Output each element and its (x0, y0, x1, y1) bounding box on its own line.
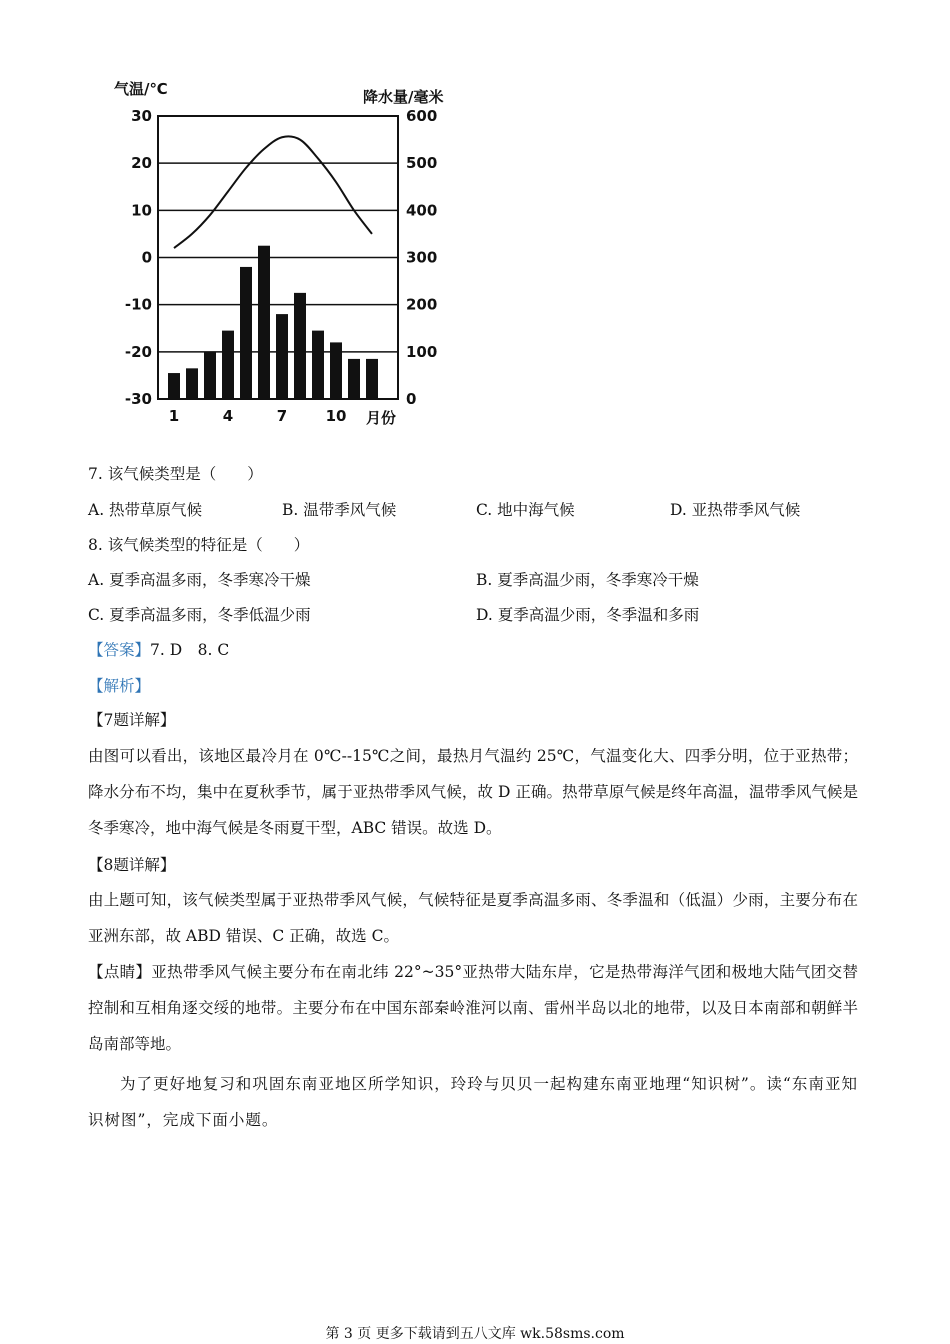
q7-detail-title: 【7题详解】 (88, 711, 176, 729)
precipitation-bar (312, 331, 324, 399)
tip-paragraph (88, 954, 858, 1062)
q8-detail-title: 【8题详解】 (88, 856, 176, 874)
temperature-line (174, 136, 372, 248)
q7-option-a: A. 热带草原气候 (88, 501, 203, 519)
climate-chart (108, 78, 480, 430)
right-tick-label: 200 (406, 295, 438, 314)
right-tick-label: 400 (406, 201, 438, 220)
page-footer: 第 3 页 更多下载请到五八文库 wk.58sms.com (325, 1326, 625, 1342)
q8-option-a: A. 夏季高温多雨，冬季寒冷干燥 (88, 571, 311, 589)
q8-option-d: D. 夏季高温少雨，冬季温和多雨 (476, 606, 700, 624)
precipitation-bar (222, 331, 234, 399)
precipitation-bar (186, 368, 198, 399)
precipitation-bar (348, 359, 360, 399)
left-tick-label: -30 (124, 390, 152, 408)
right-tick-label: 300 (406, 248, 438, 267)
right-axis-ticks (406, 107, 437, 408)
precipitation-bar (204, 352, 216, 399)
precipitation-bar (294, 293, 306, 399)
left-axis-ticks (125, 107, 152, 408)
right-tick-label: 600 (406, 107, 438, 125)
x-axis-ticks (169, 407, 347, 425)
precipitation-bar (330, 342, 342, 399)
x-tick-label: 4 (222, 407, 234, 425)
tip-tag: 【点睛】 (88, 963, 152, 981)
q7-option-d: D. 亚热带季风气候 (670, 501, 801, 519)
left-tick-label: 30 (131, 107, 152, 125)
x-tick-label: 1 (168, 407, 180, 425)
q7-detail-text: 由图可以看出，该地区最冷月在 0℃--15℃之间，最热月气温约 25℃，气温变化大、四季分明，位于亚热带；降水分布不均，集中在夏秋季节，属于亚热带季风气候，故 D 正确。热带草原气候是终年高温，温带季风气候是冬季寒冷，地中海气候是冬雨夏干型，ABC 错误。故选 D。 (88, 747, 858, 837)
precipitation-bars (168, 246, 378, 399)
q7-option-b: B. 温带季风气候 (282, 501, 397, 519)
right-axis-label: 降水量/毫米 (363, 88, 444, 106)
x-tick-label: 7 (276, 407, 288, 425)
right-tick-label: 0 (406, 390, 417, 408)
q8-option-c: C. 夏季高温多雨，冬季低温少雨 (88, 606, 311, 624)
precipitation-bar (240, 267, 252, 399)
left-tick-label: 20 (131, 154, 152, 173)
q7-stem: 7. 该气候类型是（ ） (88, 465, 263, 483)
q8-detail-text: 由上题可知，该气候类型属于亚热带季风气候，气候特征是夏季高温多雨、冬季温和（低温）少雨，主要分布在亚洲东部，故 ABD 错误、C 正确，故选 C。 (88, 891, 858, 945)
analysis-tag: 【解析】 (88, 677, 151, 695)
precipitation-bar (366, 359, 378, 399)
intro-paragraph: 为了更好地复习和巩固东南亚地区所学知识，玲玲与贝贝一起构建东南亚地理“知识树”。读“东南亚知识树图”，完成下面小题。 (88, 1075, 858, 1129)
q8-option-b: B. 夏季高温少雨，冬季寒冷干燥 (476, 571, 699, 589)
q8-stem: 8. 该气候类型的特征是（ ） (88, 536, 310, 554)
answer-tag: 【答案】 (88, 641, 151, 659)
left-tick-label: -10 (124, 295, 152, 314)
left-axis-label: 气温/℃ (114, 80, 168, 98)
left-tick-label: 10 (131, 201, 152, 220)
temperature-curve (174, 136, 372, 248)
answer-text: 7. D 8. C (150, 641, 230, 659)
right-tick-label: 500 (406, 154, 438, 173)
precipitation-bar (258, 246, 270, 399)
x-unit-label: 月份 (366, 409, 397, 427)
right-tick-label: 100 (406, 342, 438, 361)
answer-line (88, 639, 229, 661)
left-tick-label: 0 (141, 248, 152, 267)
x-tick-label: 10 (325, 407, 347, 425)
precipitation-bar (276, 314, 288, 399)
q7-option-c: C. 地中海气候 (476, 501, 575, 519)
left-tick-label: -20 (124, 342, 152, 361)
precipitation-bar (168, 373, 180, 399)
tip-text: 亚热带季风气候主要分布在南北纬 22°~35°亚热带大陆东岸，它是热带海洋气团和极地大陆气团交替控制和互相角逐交绥的地带。主要分布在中国东部秦岭淮河以南、雷州半岛以北的地带，以及日本南部和朝鲜半岛南部等地。 (88, 963, 858, 1053)
